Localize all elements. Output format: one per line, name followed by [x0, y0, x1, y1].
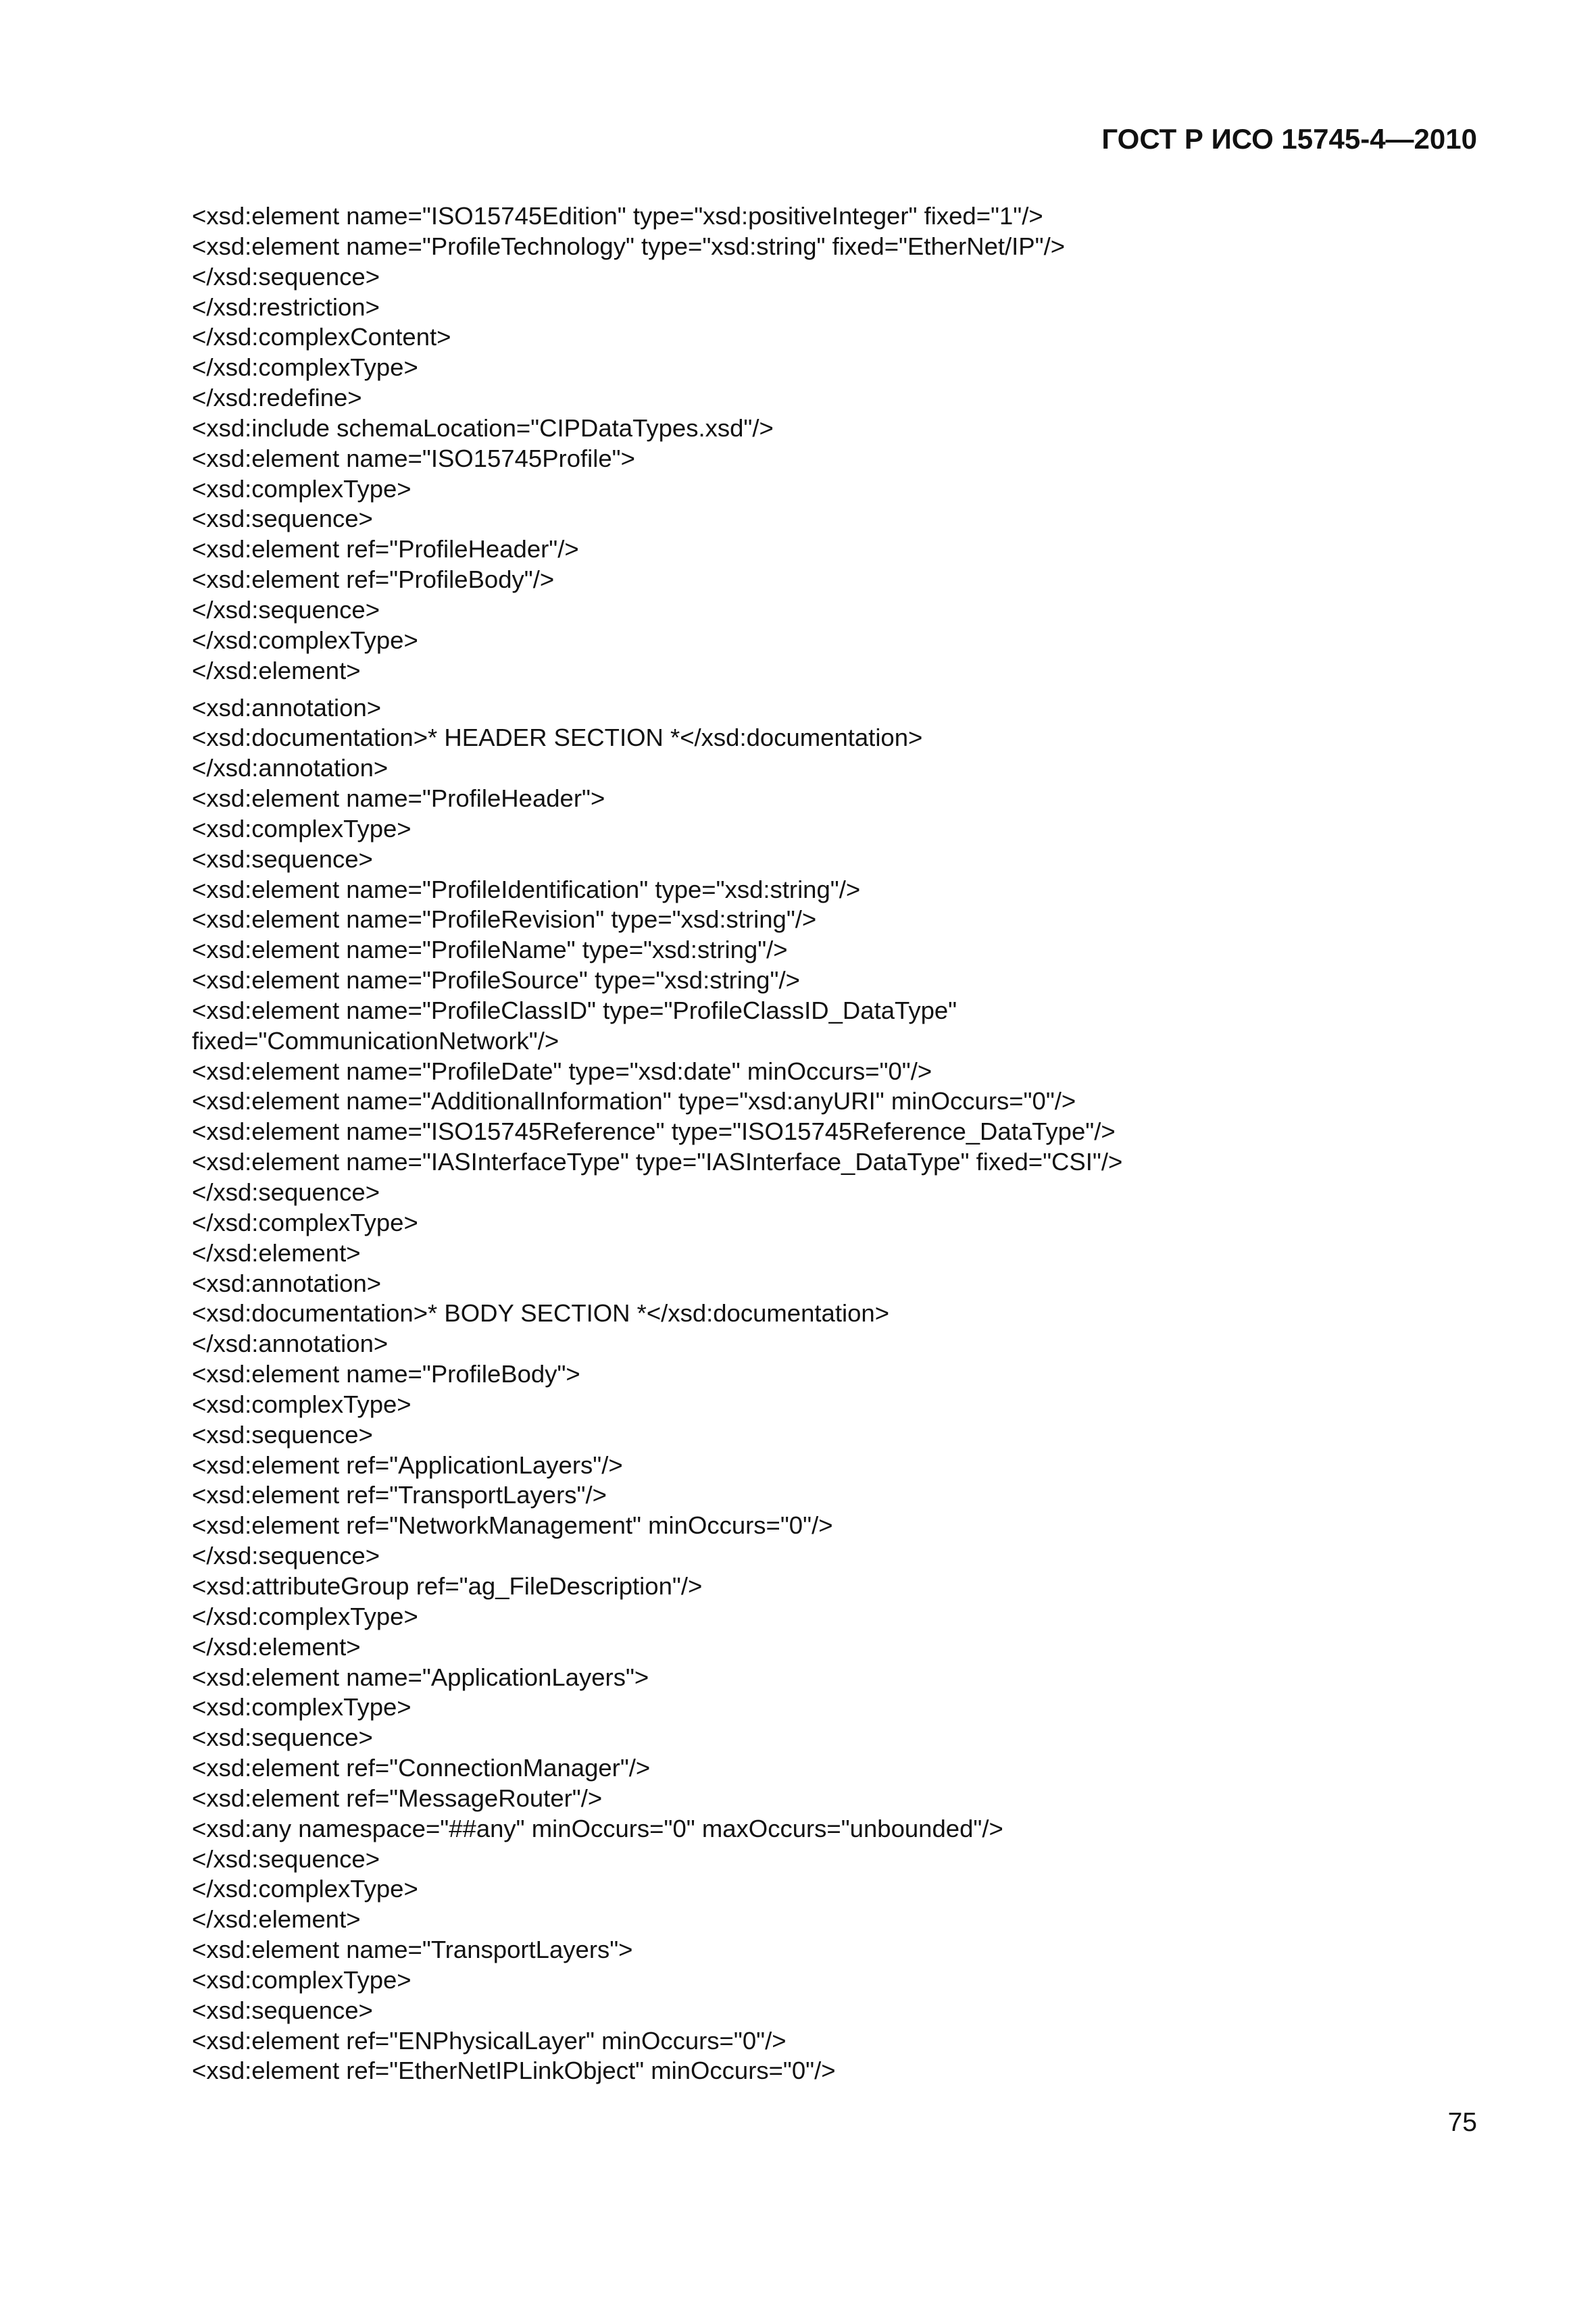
code-line: <xsd:documentation>* BODY SECTION *</xsd:documentation> [192, 1299, 890, 1328]
code-line: <xsd:sequence> [192, 505, 373, 533]
code-line: <xsd:complexType> [192, 1693, 412, 1721]
code-line: <xsd:include schemaLocation="CIPDataTypes.xsd"/> [192, 413, 774, 442]
code-line: <xsd:element ref="ENPhysicalLayer" minOccurs="0"/> [192, 2026, 787, 2055]
code-line: <xsd:element name="ProfileHeader"> [192, 784, 605, 813]
code-line: <xsd:element name="ProfileRevision" type="xsd:string"/> [192, 905, 817, 934]
code-line: </xsd:complexType> [192, 1208, 418, 1236]
code-line: <xsd:element name="ProfileName" type="xsd:string"/> [192, 936, 788, 964]
xsd-code-listing [192, 201, 1489, 2086]
code-line: </xsd:sequence> [192, 1178, 380, 1206]
code-line: <xsd:complexType> [192, 1965, 412, 1994]
code-line: </xsd:annotation> [192, 754, 389, 782]
code-line: <xsd:complexType> [192, 1390, 412, 1418]
code-line: <xsd:element name="IASInterfaceType" type="IASInterface_DataType" fixed="CSI"/> [192, 1148, 1123, 1176]
code-line: <xsd:element name="ProfileIdentification" type="xsd:string"/> [192, 875, 861, 903]
code-line: <xsd:element ref="MessageRouter"/> [192, 1784, 603, 1812]
document-header: ГОСТ Р ИСО 15745-4—2010 [1101, 123, 1477, 155]
code-line: </xsd:sequence> [192, 262, 380, 291]
code-line: </xsd:element> [192, 1905, 361, 1934]
code-line: </xsd:annotation> [192, 1330, 389, 1358]
code-line: <xsd:element name="ProfileTechnology" type="xsd:string" fixed="EtherNet/IP"/> [192, 232, 1066, 260]
code-line: </xsd:element> [192, 1238, 361, 1267]
page-number: 75 [1447, 2108, 1477, 2137]
code-line: </xsd:restriction> [192, 293, 380, 321]
code-line: <xsd:sequence> [192, 1996, 373, 2024]
code-line: <xsd:element name="ISO15745Reference" type="ISO15745Reference_DataType"/> [192, 1117, 1116, 1146]
code-line: <xsd:sequence> [192, 845, 373, 873]
code-line: <xsd:element ref="ApplicationLayers"/> [192, 1451, 623, 1479]
code-line: <xsd:complexType> [192, 814, 412, 842]
code-line: <xsd:attributeGroup ref="ag_FileDescription"/> [192, 1571, 703, 1600]
code-line: <xsd:element ref="ProfileBody"/> [192, 565, 555, 594]
code-line: </xsd:complexContent> [192, 323, 451, 351]
code-line: <xsd:element name="ProfileDate" type="xsd:date" minOccurs="0"/> [192, 1057, 932, 1085]
code-line: <xsd:element name="AdditionalInformation" type="xsd:anyURI" minOccurs="0"/> [192, 1087, 1076, 1115]
code-line: </xsd:complexType> [192, 353, 418, 382]
code-line: <xsd:element name="ProfileBody"> [192, 1360, 580, 1388]
code-line: <xsd:sequence> [192, 1420, 373, 1449]
code-line: <xsd:element name="ProfileClassID" type="ProfileClassID_DataType" [192, 996, 957, 1024]
code-line: </xsd:element> [192, 1632, 361, 1661]
code-line: </xsd:complexType> [192, 626, 418, 654]
code-line: <xsd:element ref="ConnectionManager"/> [192, 1754, 651, 1782]
code-line: <xsd:documentation>* HEADER SECTION *</xsd:documentation> [192, 724, 923, 752]
code-line: </xsd:redefine> [192, 384, 362, 412]
code-line: </xsd:sequence> [192, 1542, 380, 1570]
code-line: <xsd:element ref="TransportLayers"/> [192, 1481, 607, 1509]
code-line: <xsd:element name="ApplicationLayers"> [192, 1663, 649, 1691]
code-line: <xsd:element name="ProfileSource" type="xsd:string"/> [192, 966, 800, 995]
code-line: <xsd:sequence> [192, 1724, 373, 1752]
code-line: fixed="CommunicationNetwork"/> [192, 1026, 559, 1055]
code-line: <xsd:element ref="NetworkManagement" minOccurs="0"/> [192, 1511, 833, 1540]
code-line: </xsd:element> [192, 656, 361, 684]
code-line: </xsd:complexType> [192, 1602, 418, 1630]
code-line: <xsd:complexType> [192, 474, 412, 503]
code-line: <xsd:any namespace="##any" minOccurs="0" maxOccurs="unbounded"/> [192, 1814, 1003, 1842]
code-line: </xsd:sequence> [192, 1844, 380, 1873]
code-line: <xsd:annotation> [192, 693, 382, 722]
code-line: <xsd:element ref="ProfileHeader"/> [192, 535, 579, 563]
code-line: <xsd:element ref="EtherNetIPLinkObject" minOccurs="0"/> [192, 2057, 836, 2085]
code-line: </xsd:sequence> [192, 595, 380, 624]
code-line: <xsd:element name="ISO15745Edition" type="xsd:positiveInteger" fixed="1"/> [192, 202, 1043, 230]
code-line: <xsd:element name="TransportLayers"> [192, 1936, 633, 1964]
code-line: </xsd:complexType> [192, 1875, 418, 1903]
code-line: <xsd:element name="ISO15745Profile"> [192, 444, 635, 472]
code-line: <xsd:annotation> [192, 1269, 382, 1297]
